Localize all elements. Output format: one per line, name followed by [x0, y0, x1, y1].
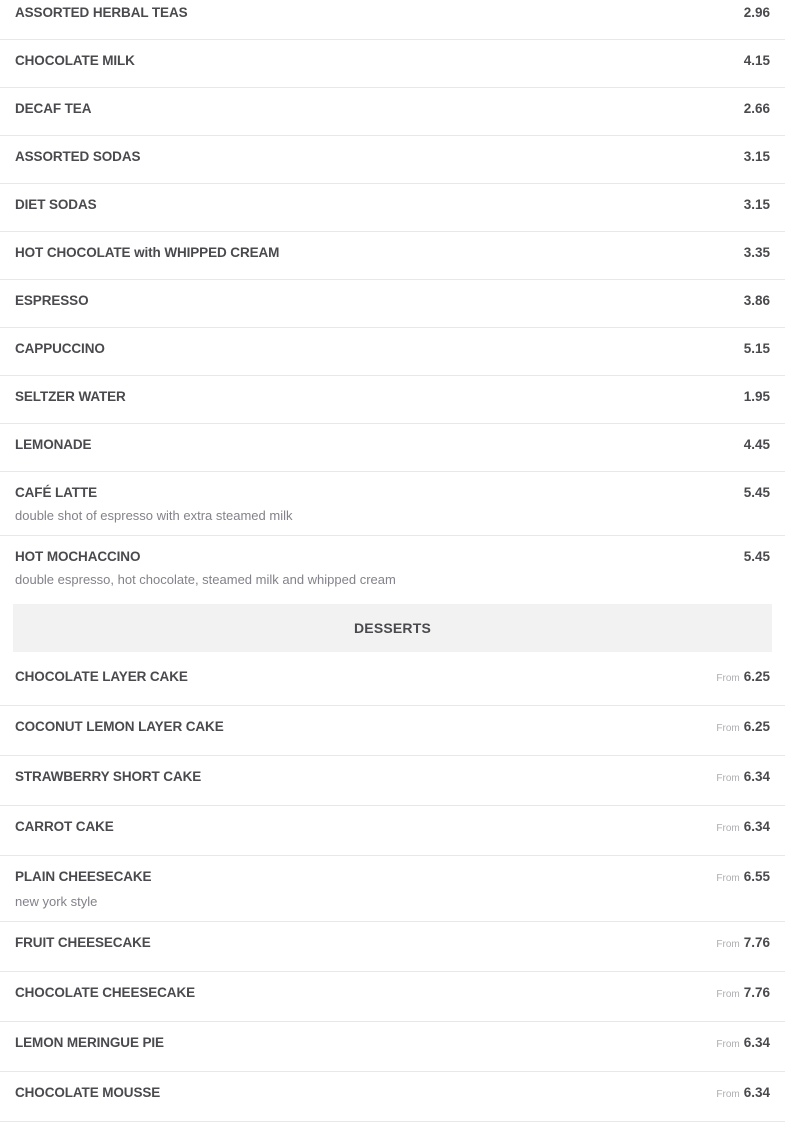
menu-item[interactable] — [0, 756, 785, 806]
price-from-label: From — [716, 1039, 740, 1050]
menu-item[interactable] — [0, 472, 785, 536]
menu-item[interactable] — [0, 1072, 785, 1122]
menu-item-name: PLAIN CHEESECAKE — [15, 869, 152, 884]
menu-item-row — [15, 340, 770, 358]
price-from-label: From — [716, 673, 740, 684]
menu-item-row — [15, 100, 770, 118]
menu-item-row — [15, 196, 770, 214]
menu-item-price: 4.15 — [743, 53, 770, 68]
price-from-label: From — [716, 1089, 740, 1100]
menu-item-row — [15, 1084, 770, 1104]
dessert-items-list — [0, 656, 785, 1122]
menu-item-name: CHOCOLATE LAYER CAKE — [15, 669, 188, 684]
menu-item[interactable] — [0, 184, 785, 232]
menu-item[interactable] — [0, 40, 785, 88]
menu-item[interactable] — [0, 376, 785, 424]
menu-item-name: CARROT CAKE — [15, 819, 114, 834]
menu-item[interactable] — [0, 806, 785, 856]
menu-item-row — [15, 484, 770, 502]
menu-item-price: 6.34 — [743, 1035, 770, 1050]
menu-item-price-group — [716, 868, 770, 888]
menu-item-price-group — [744, 196, 770, 214]
menu-item-name: LEMON MERINGUE PIE — [15, 1035, 164, 1050]
menu-item-price: 3.86 — [743, 293, 770, 308]
price-from-label: From — [716, 773, 740, 784]
menu-item-row — [15, 244, 770, 262]
menu-item-price: 4.45 — [743, 437, 770, 452]
menu-item-row — [15, 292, 770, 310]
menu-item-name: HOT MOCHACCINO — [15, 549, 141, 564]
menu-item-price-group — [716, 934, 770, 954]
menu-item-row — [15, 868, 770, 888]
price-from-label: From — [716, 873, 740, 884]
menu-item-price-group — [716, 1034, 770, 1054]
menu-item-price: 6.25 — [743, 669, 770, 684]
menu-item[interactable] — [0, 0, 785, 40]
menu-item-price-group — [716, 768, 770, 788]
menu-item-price-group — [716, 668, 770, 688]
menu-item-name: CHOCOLATE CHEESECAKE — [15, 985, 196, 1000]
menu-item-price: 5.45 — [743, 485, 770, 500]
menu-item-row — [15, 668, 770, 688]
menu-item-row — [15, 818, 770, 838]
menu-item[interactable] — [0, 536, 785, 600]
menu-item-price: 3.15 — [743, 149, 770, 164]
menu-item-name: CHOCOLATE MILK — [15, 53, 135, 68]
menu-item[interactable] — [0, 856, 785, 922]
menu-item[interactable] — [0, 656, 785, 706]
price-from-label: From — [716, 939, 740, 950]
section-title-desserts: DESSERTS — [353, 620, 432, 636]
menu-item-row — [15, 436, 770, 454]
desserts-section — [0, 604, 785, 1122]
menu-item-price-group — [744, 548, 770, 566]
menu-item-name: ESPRESSO — [15, 293, 89, 308]
menu-item-price: 3.15 — [743, 197, 770, 212]
menu-item-price: 2.96 — [743, 5, 770, 20]
menu-item-row — [15, 388, 770, 406]
menu-item-price: 6.55 — [743, 869, 770, 884]
menu-item-row — [15, 768, 770, 788]
menu-item-price: 1.95 — [743, 389, 770, 404]
menu-item-price-group — [744, 4, 770, 22]
menu-item-price-group — [716, 984, 770, 1004]
menu-item-price-group — [744, 388, 770, 406]
menu-item-price-group — [744, 52, 770, 70]
menu-item-price-group — [716, 718, 770, 738]
menu-item-price-group — [744, 340, 770, 358]
menu-item-row — [15, 148, 770, 166]
menu-item-row — [15, 1034, 770, 1054]
menu-item[interactable] — [0, 136, 785, 184]
menu-item-row — [15, 548, 770, 566]
menu-item[interactable] — [0, 424, 785, 472]
price-from-label: From — [716, 823, 740, 834]
menu-item-row — [15, 4, 770, 22]
menu-item-name: HOT CHOCOLATE with WHIPPED CREAM — [15, 245, 280, 260]
menu-item-description: double espresso, hot chocolate, steamed milk and whipped cream — [15, 572, 396, 587]
menu-item[interactable] — [0, 1022, 785, 1072]
price-from-label: From — [716, 989, 740, 1000]
menu-item-price: 6.34 — [743, 819, 770, 834]
menu-item-name: CAFÉ LATTE — [15, 485, 97, 500]
menu-item-price: 6.25 — [743, 719, 770, 734]
menu-item-price-group — [744, 436, 770, 454]
menu-item-row — [15, 718, 770, 738]
menu-item[interactable] — [0, 922, 785, 972]
menu-item-name: STRAWBERRY SHORT CAKE — [15, 769, 202, 784]
menu-item-name: CAPPUCCINO — [15, 341, 105, 356]
menu-item[interactable] — [0, 328, 785, 376]
menu-item-price: 6.34 — [743, 769, 770, 784]
menu-item-row — [15, 984, 770, 1004]
menu-item[interactable] — [0, 706, 785, 756]
menu-item-price-group — [716, 1084, 770, 1104]
menu-item-price: 7.76 — [743, 985, 770, 1000]
menu-item-price: 2.66 — [743, 101, 770, 116]
section-header-desserts — [13, 604, 772, 652]
menu-item-description: double shot of espresso with extra steamed milk — [15, 508, 293, 523]
menu-item[interactable] — [0, 972, 785, 1022]
menu-item-name: DIET SODAS — [15, 197, 97, 212]
menu-item[interactable] — [0, 280, 785, 328]
menu-item-price-group — [716, 818, 770, 838]
menu-item-name: ASSORTED SODAS — [15, 149, 141, 164]
menu-item-price-group — [744, 292, 770, 310]
menu-item-name: CHOCOLATE MOUSSE — [15, 1085, 161, 1100]
menu-item-price-group — [744, 148, 770, 166]
menu-item-name: FRUIT CHEESECAKE — [15, 935, 151, 950]
menu-item-price: 5.45 — [743, 549, 770, 564]
price-from-label: From — [716, 723, 740, 734]
menu-item-name: ASSORTED HERBAL TEAS — [15, 5, 188, 20]
menu-item-price-group — [744, 484, 770, 502]
menu-item-name: LEMONADE — [15, 437, 92, 452]
menu-item-price: 3.35 — [743, 245, 770, 260]
menu-item[interactable] — [0, 88, 785, 136]
menu-item-name: DECAF TEA — [15, 101, 92, 116]
menu-item-name: COCONUT LEMON LAYER CAKE — [15, 719, 224, 734]
menu-item-row — [15, 52, 770, 70]
menu-item-description: new york style — [15, 894, 98, 909]
menu-item-price: 6.34 — [743, 1085, 770, 1100]
menu-item[interactable] — [0, 232, 785, 280]
menu-item-price-group — [744, 244, 770, 262]
menu-item-price: 5.15 — [743, 341, 770, 356]
menu-item-price: 7.76 — [743, 935, 770, 950]
menu-item-price-group — [744, 100, 770, 118]
menu-item-name: SELTZER WATER — [15, 389, 126, 404]
menu-item-row — [15, 934, 770, 954]
